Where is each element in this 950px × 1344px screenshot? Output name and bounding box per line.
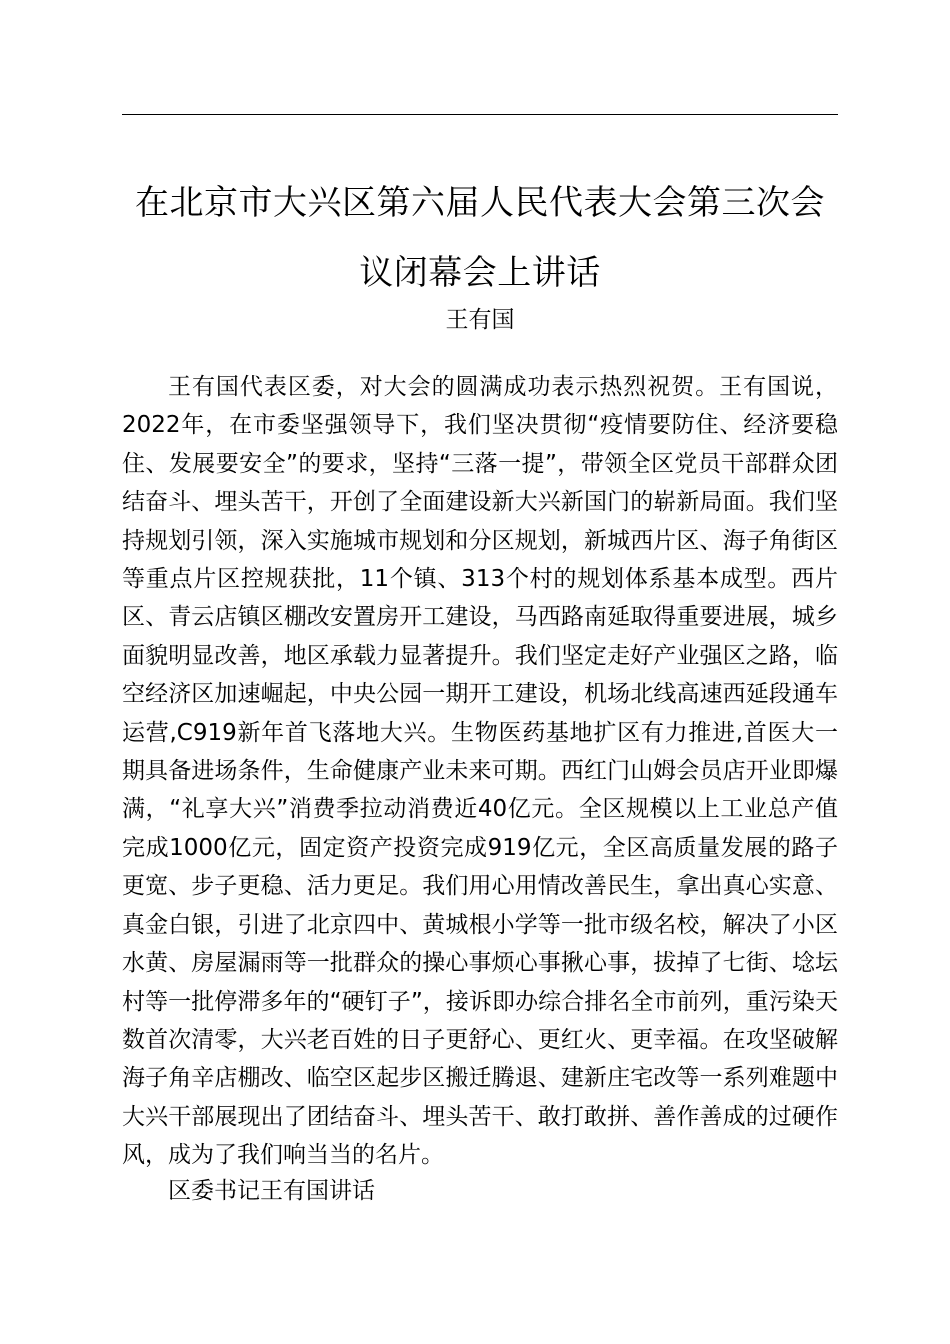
title-line-2: 议闭幕会上讲话 — [359, 253, 601, 293]
body-paragraph: 王有国代表区委，对大会的圆满成功表示热烈祝贺。王有国说，2022年，在市委坚强领导下，我们坚决贯彻“疫情要防住、经济要稳住、发展要安全”的要求，坚持“三落一提”，带领全区党员干部群众团结奋斗、埋头苦干，开创了全面建设新大兴新国门的崭新局面。我们坚持规划引领，深入实施城市规划和分区规划，新城西片区、海子角街区等重点片区控规获批，11个镇、313个村的规划体系基本成型。西片区、青云店镇区棚改安置房开工建设，马西路南延取得重要进展，城乡面貌明显改善，地区承载力显著提升。我们坚定走好产业强区之路，临空经济区加速崛起，中央公园一期开工建设，机场北线高速西延段通车运营,C919新年首飞落地大兴。生物医药基地扩区有力推进,首医大一期具备进场条件，生命健康产业未来可期。西红门山姆会员店开业即爆满，“礼享大兴”消费季拉动消费近40亿元。全区规模以上工业总产值完成1000亿元，固定资产投资完成919亿元，全区高质量发展的路子更宽、步子更稳、活力更足。我们用心用情改善民生，拿出真心实意、真金白银，引进了北京四中、黄城根小学等一批市级名校，解决了小区水黄、房屋漏雨等一批群众的操心事烦心事揪心事，拔掉了七街、埝坛村等一批停滞多年的“硬钉子”，接诉即办综合排名全市前列，重污染天数首次清零，大兴老百姓的日子更舒心、更红火、更幸福。在攻坚破解海子角辛店棚改、临空区起步区搬迁腾退、建新庄宅改等一系列难题中大兴干部展现出了团结奋斗、埋头苦干、敢打敢拼、善作善成的过硬作风，成为了我们响当当的名片。 — [122, 374, 838, 1169]
header-rule — [122, 114, 838, 115]
author-name: 王有国 — [445, 307, 515, 333]
closing-line: 区委书记王有国讲话 — [168, 1178, 375, 1204]
document-title — [122, 168, 838, 308]
title-line-1: 在北京市大兴区第六届人民代表大会第三次会 — [135, 183, 825, 223]
